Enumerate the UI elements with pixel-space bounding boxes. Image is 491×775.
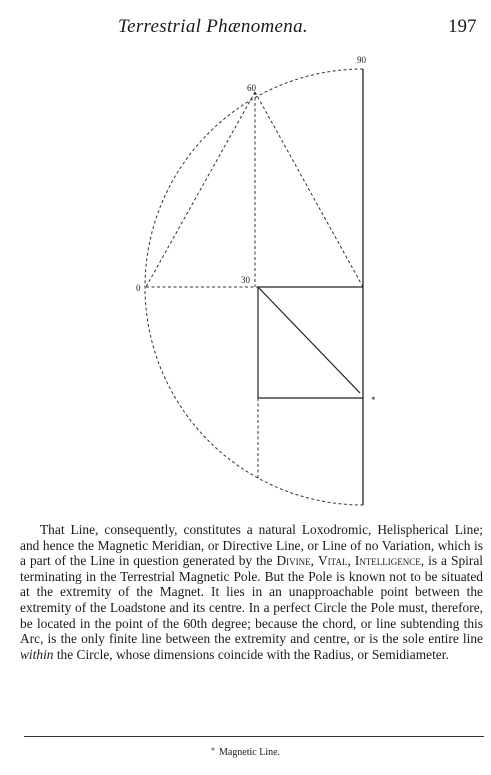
paragraph-1: That Line, consequently, constitutes a natural Loxodromic, Helispherical Line; and hence the Magnetic Meridian, or Directive Line, or Line of no Variation, which is a part of the Line in question generated by the Divine, Vital, Intelligence, is a Spiral terminating in the Terrestrial Magnetic Pole. But the Pole is known not to be situated at the extremity of the Magnet. It lies in an unapproachable point between the extremity of the Loadstone and its centre. In a perfect Circle the Pole must, therefore, be located in the point of the 60th degree; because the chord, or line subtending this Arc, is the only finite line between the extremity and centre, or is the sole entire line within the Circle, whose dimensions coincide with the Radius, or Semidiameter. (20, 522, 483, 662)
label-0: 0 (136, 283, 141, 293)
footnote-mark: * (210, 746, 215, 755)
chord-60-to-centre (255, 92, 363, 287)
small-caps-intelligence: Intelligence (354, 553, 421, 569)
small-caps-vital: Vital (318, 553, 348, 569)
semicircle-diagram (0, 40, 491, 520)
small-caps-divine: Divine (276, 553, 311, 569)
inner-diagonal (258, 287, 360, 393)
italic-within: within (20, 646, 54, 662)
star-marker: * (371, 395, 376, 405)
footnote-text: Magnetic Line. (218, 747, 281, 758)
running-title: Terrestrial Phænomena. (118, 16, 308, 37)
body-paragraph (20, 522, 483, 662)
running-head (0, 14, 491, 40)
label-30: 30 (241, 275, 250, 285)
footnote (0, 746, 491, 758)
label-90: 90 (357, 55, 366, 65)
footnote-rule (24, 736, 484, 737)
page-number: 197 (448, 16, 477, 37)
label-60: 60 (247, 83, 256, 93)
chord-60-to-0 (146, 92, 255, 287)
